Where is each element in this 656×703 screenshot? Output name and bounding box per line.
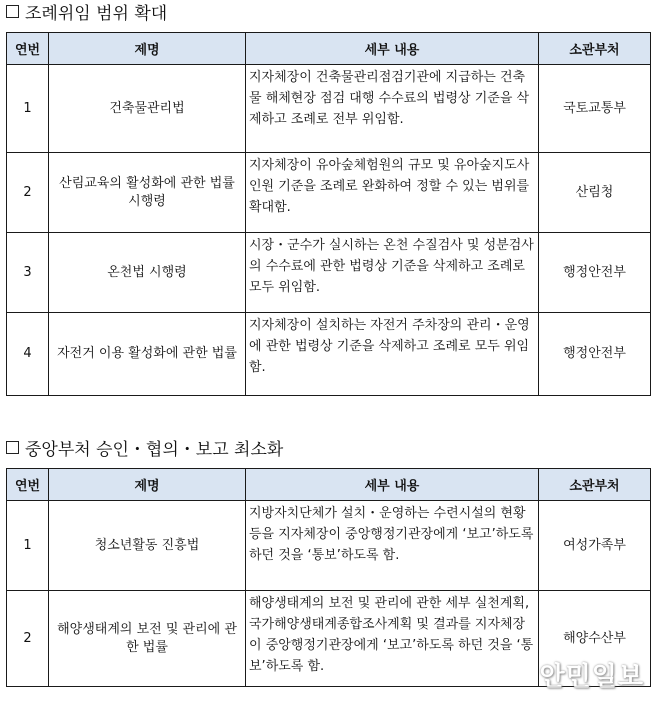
header-detail: 세부 내용 (246, 469, 539, 501)
delegation-table (6, 32, 651, 396)
row-ministry: 행정안전부 (539, 233, 651, 313)
watermark-logo: 안민일보 (539, 662, 644, 692)
row-name: 자전거 이용 활성화에 관한 법률 (49, 313, 246, 396)
row-ministry: 국토교통부 (539, 65, 651, 153)
row-no: 2 (7, 591, 49, 687)
row-ministry: 산림청 (539, 153, 651, 233)
row-name: 해양생태계의 보전 및 관리에 관한 법률 (49, 591, 246, 687)
section-title-approval (6, 439, 283, 461)
row-detail: 지자체장이 설치하는 자전거 주차장의 관리・운영에 관한 법령상 기준을 삭제하고 조례로 모두 위임함. (246, 313, 539, 396)
row-no: 1 (7, 501, 49, 591)
row-name: 건축물관리법 (49, 65, 246, 153)
row-detail: 지방자치단체가 설치・운영하는 수련시설의 현황 등을 지자체장이 중앙행정기관장에게 ‘보고’하도록 하던 것을 ‘통보’하도록 함. (246, 501, 539, 591)
table-row (7, 65, 651, 153)
header-detail: 세부 내용 (246, 33, 539, 65)
row-ministry: 행정안전부 (539, 313, 651, 396)
header-no: 연번 (7, 33, 49, 65)
table-row (7, 313, 651, 396)
row-name: 산림교육의 활성화에 관한 법률 시행령 (49, 153, 246, 233)
header-name: 제명 (49, 33, 246, 65)
row-detail: 해양생태계의 보전 및 관리에 관한 세부 실천계획, 국가해양생태계종합조사계획 및 결과를 지자체장이 중앙행정기관장에게 ‘보고’하도록 하던 것을 ‘통보’하도록 함. (246, 591, 539, 687)
row-ministry: 여성가족부 (539, 501, 651, 591)
table-row (7, 153, 651, 233)
table-row (7, 501, 651, 591)
header-no: 연번 (7, 469, 49, 501)
checkbox-square-icon (6, 441, 19, 454)
header-ministry: 소관부처 (539, 469, 651, 501)
row-detail: 지자체장이 유아숲체험원의 규모 및 유아숲지도사 인원 기준을 조례로 완화하여 정할 수 있는 범위를 확대함. (246, 153, 539, 233)
row-ministry: 해양수산부 (539, 591, 651, 687)
checkbox-square-icon (6, 5, 19, 18)
table-header-row (7, 469, 651, 501)
row-detail: 지자체장이 건축물관리점검기관에 지급하는 건축물 해체현장 점검 대행 수수료의 법령상 기준을 삭제하고 조례로 전부 위임함. (246, 65, 539, 153)
approval-table (6, 468, 651, 687)
row-name: 온천법 시행령 (49, 233, 246, 313)
table-header-row (7, 33, 651, 65)
section-title-text: 조례위임 범위 확대 (25, 4, 168, 24)
row-no: 4 (7, 313, 49, 396)
row-no: 3 (7, 233, 49, 313)
table-row (7, 233, 651, 313)
row-name: 청소년활동 진흥법 (49, 501, 246, 591)
row-no: 2 (7, 153, 49, 233)
section-title-delegation (6, 3, 167, 25)
row-no: 1 (7, 65, 49, 153)
row-detail: 시장・군수가 실시하는 온천 수질검사 및 성분검사의 수수료에 관한 법령상 기준을 삭제하고 조례로 모두 위임함. (246, 233, 539, 313)
header-ministry: 소관부처 (539, 33, 651, 65)
section-title-text: 중앙부처 승인・협의・보고 최소화 (25, 440, 284, 460)
header-name: 제명 (49, 469, 246, 501)
